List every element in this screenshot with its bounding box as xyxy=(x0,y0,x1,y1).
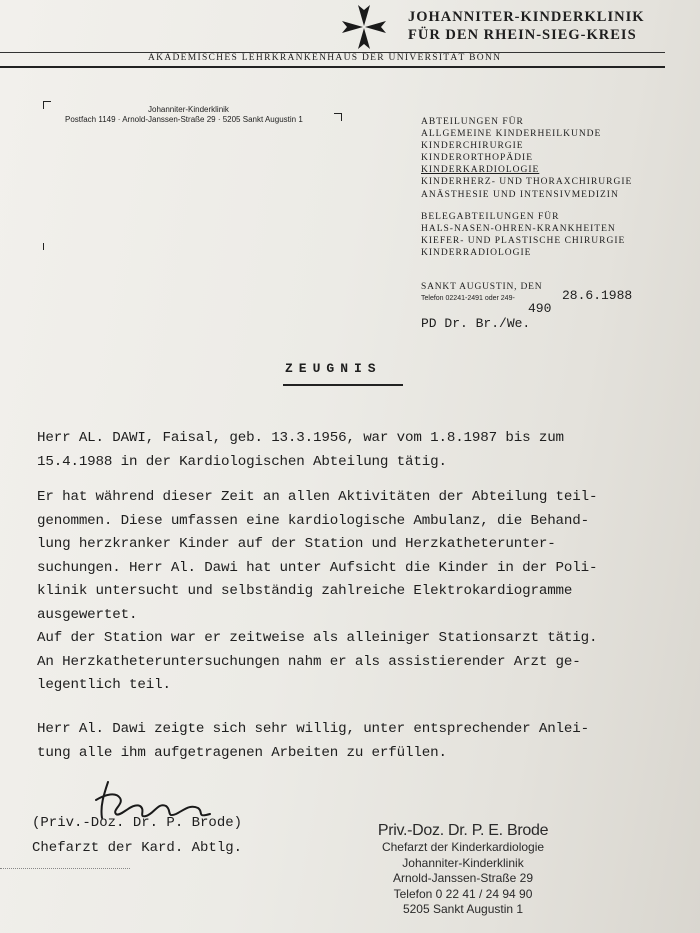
title-underline xyxy=(283,384,403,386)
department-item: KINDERCHIRURGIE xyxy=(421,141,524,152)
department-heading: ABTEILUNGEN FÜR xyxy=(421,117,524,127)
academic-affiliation: AKADEMISCHES LEHRKRANKENHAUS DER UNIVERSITÄT BONN xyxy=(148,53,502,63)
clinic-title xyxy=(408,8,645,44)
maltese-cross-icon xyxy=(338,2,390,52)
return-address-name: Johanniter-Kinderklinik xyxy=(148,105,229,114)
dotted-line xyxy=(0,868,130,869)
paragraph-activities: Er hat während dieser Zeit an allen Aktivitäten der Abteilung teil- genommen. Diese umfassen eine kardiologische Ambulanz, die Behand- lung herzkranker Kinder auf der Station und Herzkatheterunter- suchungen. Herr Al. Dawi hat unter Aufsicht die Kinder in der Poli- klinik untersucht und selbständig zahlreiche Elektrokardiogramme ausgewertet. Auf der Station war er zeitweise als alleiniger Stationsarzt tätig. An Herzkatheteruntersuchungen nahm er als assistierender Arzt ge- legentlich teil. xyxy=(37,489,598,693)
beleg-item: KIEFER- UND PLASTISCHE CHIRURGIE xyxy=(421,235,626,246)
stamp-name: Priv.-Doz. Dr. P. E. Brode xyxy=(377,822,549,839)
department-item: KINDERHERZ- UND THORAXCHIRURGIE xyxy=(421,177,633,188)
window-corner-mark xyxy=(43,243,51,250)
department-item: KINDERORTHOPÄDIE xyxy=(421,153,534,164)
clinic-name-line-1: JOHANNITER-KINDERKLINIK xyxy=(408,9,645,25)
letterhead-rule-bottom xyxy=(0,66,665,68)
stamp-line: Telefon 0 22 41 / 24 94 90 xyxy=(393,886,533,901)
clinic-name-line-2: FÜR DEN RHEIN-SIEG-KREIS xyxy=(408,27,637,43)
paragraph-employment: Herr AL. DAWI, Faisal, geb. 13.3.1956, war vom 1.8.1987 bis zum 15.4.1988 in der Kardiologischen Abteilung tätig. xyxy=(37,430,564,470)
department-item-highlighted: KINDERKARDIOLOGIE xyxy=(421,165,540,176)
place-date-label: SANKT AUGUSTIN, DEN xyxy=(421,282,543,292)
department-item: ALLGEMEINE KINDERHEILKUNDE xyxy=(421,129,602,140)
stamp-line: 5205 Sankt Augustin 1 xyxy=(402,902,524,916)
window-corner-mark xyxy=(43,101,51,109)
reference-mark: PD Dr. Br./We. xyxy=(421,316,531,331)
beleg-heading: BELEGABTEILUNGEN FÜR xyxy=(421,211,560,222)
return-address-line: Postfach 1149 · Arnold-Janssen-Straße 29 · 5205 Sankt Augustin 1 xyxy=(65,115,303,124)
department-item: ANÄSTHESIE UND INTENSIVMEDIZIN xyxy=(421,189,619,200)
department-list xyxy=(421,116,632,259)
stamp-line: Chefarzt der Kinderkardiologie xyxy=(381,840,545,854)
official-stamp xyxy=(362,822,564,918)
paragraph-assessment: Herr Al. Dawi zeigte sich sehr willig, unter entsprechender Anlei- tung alle ihm aufgetragenen Arbeiten zu erfüllen. xyxy=(37,721,590,761)
letter-date: 28.6.1988 xyxy=(562,288,633,303)
window-corner-mark xyxy=(334,113,342,121)
signatory-name: (Priv.-Doz. Dr. P. Brode) xyxy=(32,815,243,831)
document-title: ZEUGNIS xyxy=(285,361,382,376)
beleg-item: HALS-NASEN-OHREN-KRANKHEITEN xyxy=(421,223,616,234)
beleg-item: KINDERRADIOLOGIE xyxy=(421,247,532,258)
signatory-role: Chefarzt der Kard. Abtlg. xyxy=(32,840,243,856)
stamp-line: Johanniter-Kinderklinik xyxy=(402,855,524,870)
telephone-line: Telefon 02241-2491 oder 249- xyxy=(421,295,515,302)
telephone-extension: 490 xyxy=(528,301,552,316)
stamp-line: Arnold-Janssen-Straße 29 xyxy=(392,871,534,885)
